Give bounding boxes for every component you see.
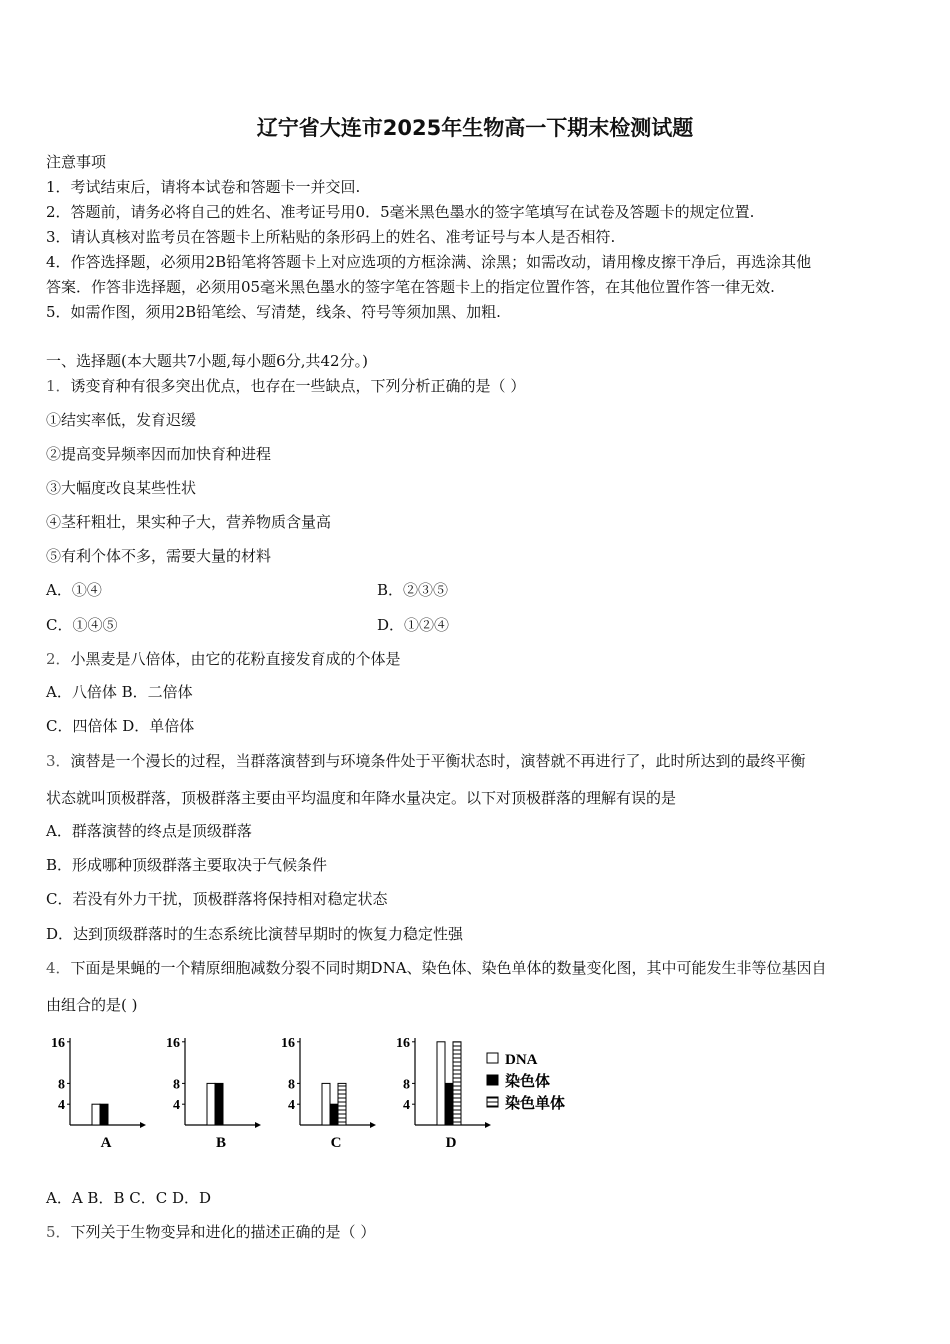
y-tick-label: 4 [403, 1098, 410, 1114]
notice-3: 3．请认真核对监考员在答题卡上所粘贴的条形码上的姓名、准考证号与本人是否相符. [46, 228, 616, 246]
notice-4-cont: 答案．作答非选择题，必须用05毫米黑色墨水的签字笔在答题卡上的指定位置作答，在其他位置作答一律无效. [46, 278, 775, 296]
question-4 [46, 958, 827, 978]
q1-option-a: A．①④ [46, 581, 102, 599]
notice-4: 4．作答选择题，必须用2B铅笔将答题卡上对应选项的方框涂满、涂黑；如需改动，请用橡皮擦干净后，再选涂其他 [46, 253, 812, 271]
bar-C-solid [330, 1104, 338, 1125]
notice-heading: 注意事项 [46, 153, 107, 171]
bar-D-solid [445, 1083, 453, 1125]
bar-B-solid [215, 1083, 223, 1125]
legend-swatch-open [487, 1053, 498, 1063]
q1-item-2: ②提高变异频率因而加快育种进程 [46, 445, 272, 463]
legend-label: 染色单体 [505, 1096, 566, 1112]
legend-label: DNA [505, 1052, 538, 1068]
x-axis-arrow-C [370, 1122, 376, 1128]
q3-stem-cont: 状态就叫顶极群落，顶极群落主要由平均温度和年降水量决定。以下对顶极群落的理解有误的是 [46, 789, 677, 807]
notice-2: 2．答题前，请务必将自己的姓名、准考证号用0．5毫米黑色墨水的签字笔填写在试卷及答题卡的规定位置. [46, 203, 755, 221]
q1-item-4: ④茎秆粗壮，果实种子大，营养物质含量高 [46, 513, 332, 531]
y-tick-label: 8 [403, 1077, 410, 1093]
question-number: 3． [46, 752, 71, 770]
question-2 [46, 649, 401, 669]
y-tick-label: 8 [58, 1077, 65, 1093]
q4-options: A．A B．B C．C D．D [46, 1189, 212, 1207]
y-tick-label: 16 [281, 1035, 295, 1051]
q3-option-b: B．形成哪种顶级群落主要取决于气候条件 [46, 856, 328, 874]
x-axis-arrow-D [485, 1122, 491, 1128]
q4-stem-cont: 由组合的是( ) [46, 996, 138, 1014]
q2-options-ab: A．八倍体 B．二倍体 [46, 683, 193, 701]
bar-C-open [322, 1083, 330, 1125]
question-5 [46, 1222, 375, 1242]
bar-A-solid [100, 1104, 108, 1125]
y-tick-label: 4 [173, 1098, 180, 1114]
bar-D-hatched [453, 1042, 461, 1125]
bar-C-hatched [338, 1083, 346, 1125]
y-tick-label: 4 [288, 1098, 295, 1114]
question-number: 1． [46, 377, 71, 395]
q1-option-b: B．②③⑤ [377, 581, 449, 599]
category-label: A [100, 1135, 112, 1151]
category-label: C [330, 1135, 342, 1151]
bar-B-open [207, 1083, 215, 1125]
legend-swatch-solid [487, 1075, 498, 1085]
y-tick-label: 8 [288, 1077, 295, 1093]
page-title: 辽宁省大连市2025年生物高一下期末检测试题 [256, 116, 694, 140]
y-tick-label: 16 [166, 1035, 180, 1051]
question-stem: 下列关于生物变异和进化的描述正确的是（ ） [70, 1223, 376, 1241]
question-1 [46, 376, 525, 396]
x-axis-arrow-A [140, 1122, 146, 1128]
q1-option-d: D．①②④ [377, 616, 450, 634]
y-tick-label: 16 [51, 1035, 65, 1051]
q1-item-3: ③大幅度改良某些性状 [46, 479, 197, 497]
question-3 [46, 751, 806, 771]
q3-option-a: A．群落演替的终点是顶级群落 [46, 822, 252, 840]
q3-option-c: C．若没有外力干扰，顶极群落将保持相对稳定状态 [46, 890, 388, 908]
category-label: B [215, 1135, 227, 1151]
question-stem: 演替是一个漫长的过程，当群落演替到与环境条件处于平衡状态时，演替就不再进行了，此时所达到的最终平衡 [70, 752, 806, 770]
y-tick-label: 8 [173, 1077, 180, 1093]
q3-option-d: D．达到顶级群落时的生态系统比演替早期时的恢复力稳定性强 [46, 925, 464, 943]
section-heading: 一、选择题(本大题共7小题,每小题6分,共42分。) [46, 352, 368, 370]
x-axis-arrow-B [255, 1122, 261, 1128]
category-label: D [445, 1135, 457, 1151]
bar-D-open [437, 1042, 445, 1125]
y-tick-label: 16 [396, 1035, 410, 1051]
question-stem: 小黑麦是八倍体，由它的花粉直接发育成的个体是 [70, 650, 401, 668]
q1-item-5: ⑤有利个体不多，需要大量的材料 [46, 547, 272, 565]
notice-1: 1．考试结束后，请将本试卷和答题卡一并交回. [46, 178, 361, 196]
bar-A-open [92, 1104, 100, 1125]
q1-option-c: C．①④⑤ [46, 616, 118, 634]
question-number: 2． [46, 650, 71, 668]
q2-options-cd: C．四倍体 D．单倍体 [46, 717, 195, 735]
y-tick-label: 4 [58, 1098, 65, 1114]
question-stem: 诱变育种有很多突出优点，也存在一些缺点，下列分析正确的是（ ） [70, 377, 526, 395]
q4-bar-charts [40, 1028, 600, 1158]
q1-item-1: ①结实率低，发育迟缓 [46, 411, 197, 429]
legend-swatch-hatched [487, 1097, 498, 1107]
notice-5: 5．如需作图，须用2B铅笔绘、写清楚，线条、符号等须加黑、加粗. [46, 303, 501, 321]
legend-label: 染色体 [505, 1074, 551, 1090]
question-stem: 下面是果蝇的一个精原细胞减数分裂不同时期DNA、染色体、染色单体的数量变化图，其中可能发生非等位基因自 [70, 959, 827, 977]
question-number: 5． [46, 1223, 71, 1241]
question-number: 4． [46, 959, 71, 977]
